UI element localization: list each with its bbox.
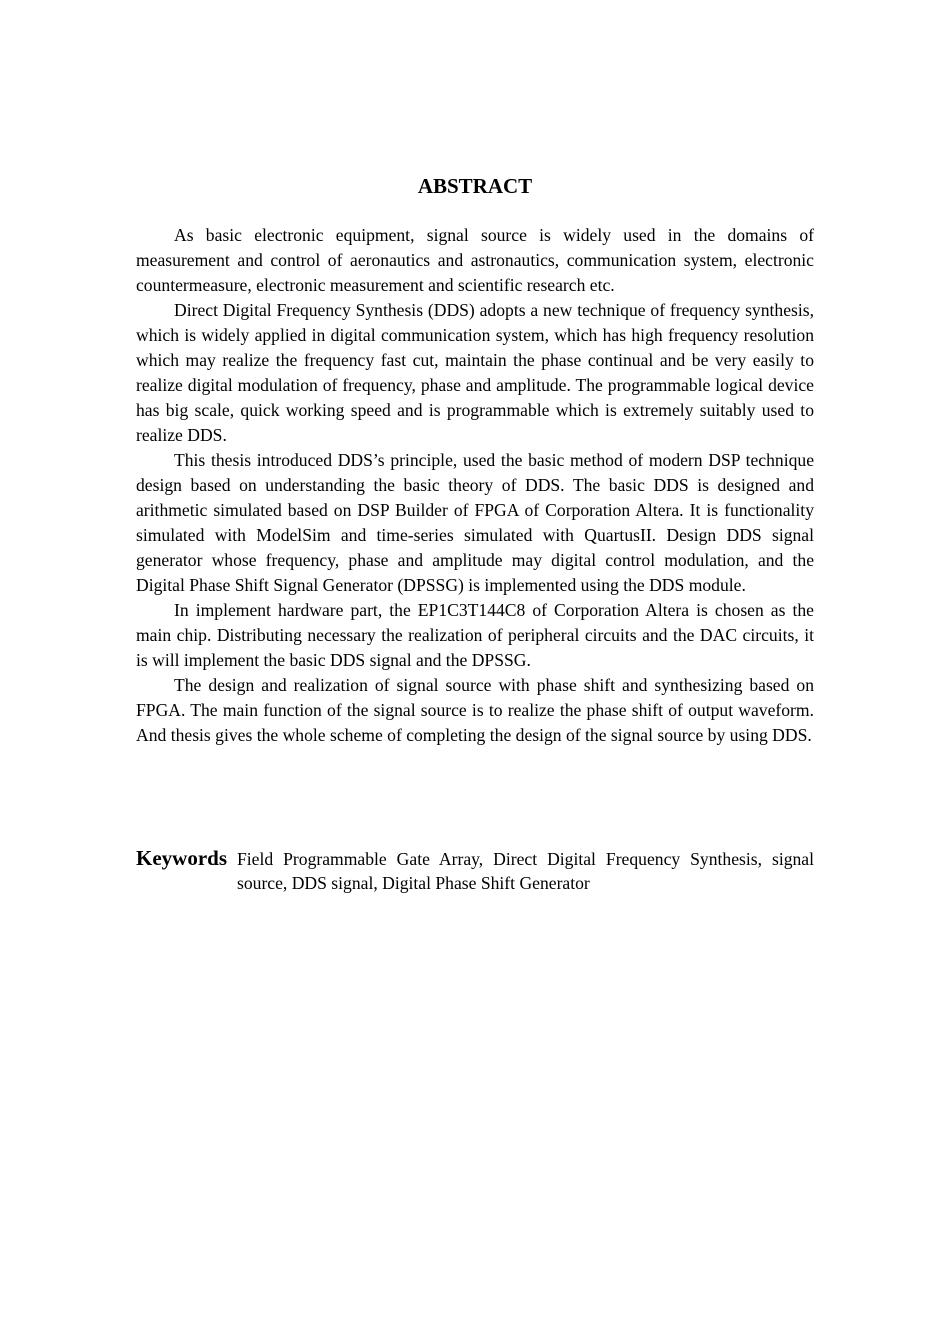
abstract-paragraph-3: This thesis introduced DDS’s principle, used the basic method of modern DSP technique design based on understanding the basic theory of DDS. The basic DDS is designed and arithmetic simulated based on DSP Builder of FPGA of Corporation Altera. It is functionality simulated with ModelSim and time-series simulated with QuartusII. Design DDS signal generator whose frequency, phase and amplitude may digital control modulation, and the Digital Phase Shift Signal Generator (DPSSG) is implemented using the DDS module.: [136, 450, 814, 595]
keywords-section: [136, 844, 814, 895]
abstract-paragraph-1: As basic electronic equipment, signal source is widely used in the domains of measurement and control of aeronautics and astronautics, communication system, electronic countermeasure, electronic measurement and scientific research etc.: [136, 225, 814, 295]
abstract-paragraph-2: Direct Digital Frequency Synthesis (DDS) adopts a new technique of frequency synthesis, which is widely applied in digital communication system, which has high frequency resolution which may realize the frequency fast cut, maintain the phase continual and be very easily to realize digital modulation of frequency, phase and amplitude. The programmable logical device has big scale, quick working speed and is programmable which is extremely suitably used to realize DDS.: [136, 300, 814, 445]
abstract-paragraph-5: The design and realization of signal source with phase shift and synthesizing based on FPGA. The main function of the signal source is to realize the phase shift of output waveform. And thesis gives the whole scheme of completing the design of the signal source by using DDS.: [136, 675, 814, 745]
abstract-paragraph-4: In implement hardware part, the EP1C3T144C8 of Corporation Altera is chosen as the main chip. Distributing necessary the realization of peripheral circuits and the DAC circuits, it is will implement the basic DDS signal and the DPSSG.: [136, 600, 814, 670]
abstract-title: ABSTRACT: [417, 174, 533, 198]
keywords-text: Field Programmable Gate Array, Direct Digital Frequency Synthesis, signal source, DDS signal, Digital Phase Shift Generator: [237, 849, 814, 893]
keywords-label: Keywords: [136, 846, 227, 870]
abstract-body: [136, 223, 814, 748]
